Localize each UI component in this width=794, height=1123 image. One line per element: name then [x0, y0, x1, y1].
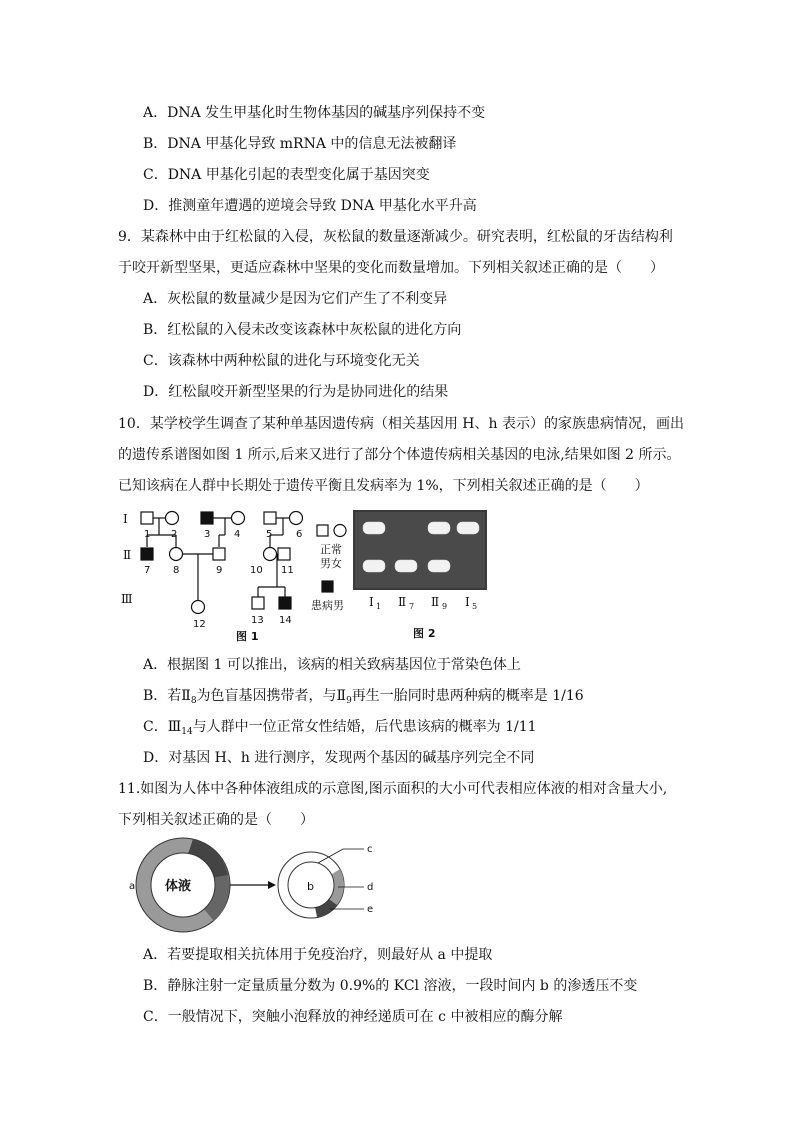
- lane-2-generation: Ⅱ: [398, 595, 407, 609]
- q9-option-c: C．该森林中两种松鼠的进化与环境变化无关: [143, 353, 420, 369]
- individual-5-number: 5: [266, 529, 273, 540]
- lane-1-generation: I: [369, 595, 374, 609]
- band-lane3-lower: [428, 560, 450, 572]
- individual-4-number: 4: [234, 529, 241, 540]
- q8-option-d: D．推测童年遭遇的逆境会导致 DNA 甲基化水平升高: [143, 198, 477, 214]
- band-lane1-lower: [363, 560, 385, 572]
- lane-3-generation: Ⅱ: [431, 595, 440, 609]
- figure-1-caption: 图 1: [236, 630, 259, 643]
- individual-12-number: 12: [193, 619, 206, 630]
- generation-1-label: I: [123, 512, 128, 526]
- electrophoresis-figure: [353, 510, 489, 618]
- individual-8-female: [170, 548, 183, 561]
- generation-3-label: Ⅲ: [121, 592, 133, 606]
- individual-3-number: 3: [204, 529, 211, 540]
- individual-11-male: [278, 548, 290, 560]
- q8-option-c: C．DNA 甲基化引起的表型变化属于基因突变: [143, 167, 430, 183]
- q9-option-b: B．红松鼠的入侵未改变该森林中灰松鼠的进化方向: [143, 322, 462, 338]
- figure-2-caption: 图 2: [413, 627, 436, 640]
- legend-normal-female: [334, 525, 346, 537]
- q10-stem-line-1: 10．某学校学生调查了某种单基因遗传病（相关基因用 H、h 表示）的家族患病情况，画出: [118, 416, 684, 432]
- individual-5-male: [264, 512, 276, 524]
- q9-option-d: D．红松鼠咬开新型坚果的行为是协同进化的结果: [143, 384, 449, 400]
- lane-2-number: 7: [409, 602, 415, 611]
- individual-9-number: 9: [216, 565, 223, 576]
- legend-affected-label: 患病男: [311, 599, 344, 612]
- individual-2-number: 2: [171, 529, 178, 540]
- legend-normal-male: [317, 525, 328, 536]
- q11-stem-line-2: 下列相关叙述正确的是（ ）: [118, 812, 314, 828]
- q9-stem-line-2: 于咬开新型坚果，更适应森林中坚果的变化而数量增加。下列相关叙述正确的是（ ）: [118, 260, 664, 276]
- legend-affected-male: [322, 581, 333, 592]
- legend-normal-label-1: 正常: [320, 543, 342, 556]
- q11-option-b: B．静脉注射一定量质量分数为 0.9%的 KCl 溶液，一段时间内 b 的渗透压不变: [143, 978, 638, 994]
- q9-stem-line-1: 9．某森林中由于红松鼠的入侵，灰松鼠的数量逐渐减少。研究表明，红松鼠的牙齿结构利: [118, 229, 673, 245]
- q9-option-a: A．灰松鼠的数量减少是因为它们产生了不利变异: [143, 291, 448, 307]
- individual-13-number: 13: [251, 615, 264, 626]
- individual-10-female: [264, 548, 277, 561]
- label-c: c: [367, 844, 373, 855]
- individual-14-affected-male: [279, 597, 291, 609]
- q10-option-a: A．根据图 1 可以推出，该病的相关致病基因位于常染色体上: [143, 657, 521, 673]
- q10-option-b: B．若$Ⅱ_8$为色盲基因携带者，与$Ⅱ_9$再生一胎同时患两种病的概率是 1/16: [143, 688, 584, 706]
- individual-1-male: [141, 512, 153, 524]
- q10-option-c: C．$Ⅲ_{14}$与人群中一位正常女性结婚，后代患该病的概率为 1/11: [143, 719, 537, 737]
- body-fluid-label: 体液: [165, 879, 192, 894]
- individual-6-female: [290, 512, 303, 525]
- individual-7-affected-male: [141, 548, 153, 560]
- label-b: b: [307, 880, 314, 893]
- q11-option-c: C．一般情况下，突触小泡释放的神经递质可在 c 中被相应的酶分解: [143, 1009, 563, 1025]
- body-fluid-figure: [118, 835, 388, 935]
- label-a: a: [129, 881, 136, 892]
- individual-12-female: [192, 601, 205, 614]
- pedigree-figure: [118, 505, 358, 645]
- arrow-head: [268, 881, 276, 889]
- individual-6-number: 6: [296, 529, 303, 540]
- individual-10-number: 10: [250, 565, 263, 576]
- individual-7-number: 7: [144, 565, 151, 576]
- individual-14-number: 14: [279, 615, 292, 626]
- individual-4-female: [232, 512, 245, 525]
- band-lane1-upper: [363, 522, 385, 534]
- lane-3-number: 9: [442, 602, 448, 611]
- individual-2-female: [166, 512, 179, 525]
- individual-13-male: [252, 597, 264, 609]
- individual-11-number: 11: [281, 565, 294, 576]
- q10-stem-line-2: 的遗传系谱图如图 1 所示,后来又进行了部分个体遗传病相关基因的电泳,结果如图 2 所示。: [118, 447, 681, 463]
- label-e: e: [367, 904, 374, 915]
- individual-9-male: [213, 548, 225, 560]
- lane-1-number: 1: [376, 602, 382, 611]
- q10-option-d: D．对基因 H、h 进行测序，发现两个基因的碱基序列完全不同: [143, 750, 535, 766]
- q10-stem-line-3: 已知该病在人群中长期处于遗传平衡且发病率为 1%，下列相关叙述正确的是（ ）: [118, 478, 649, 494]
- lane-4-number: 5: [472, 602, 478, 611]
- band-lane3-upper: [428, 522, 450, 534]
- q11-stem-line-1: 11.如图为人体中各种体液组成的示意图,图示面积的大小可代表相应体液的相对含量大小,: [118, 781, 668, 797]
- q8-option-b: B．DNA 甲基化导致 mRNA 中的信息无法被翻译: [143, 136, 457, 152]
- band-lane4-upper: [457, 522, 479, 534]
- generation-2-label: Ⅱ: [123, 548, 132, 562]
- individual-8-number: 8: [173, 565, 180, 576]
- q11-option-a: A．若要提取相关抗体用于免疫治疗，则最好从 a 中提取: [143, 947, 493, 963]
- individual-3-affected-male: [201, 512, 213, 524]
- label-d: d: [367, 882, 374, 893]
- band-lane2-lower: [395, 560, 417, 572]
- legend-normal-label-2: 男女: [320, 557, 342, 570]
- lane-4-generation: I: [465, 595, 470, 609]
- individual-1-number: 1: [144, 529, 151, 540]
- q8-option-a: A．DNA 发生甲基化时生物体基因的碱基序列保持不变: [143, 105, 486, 121]
